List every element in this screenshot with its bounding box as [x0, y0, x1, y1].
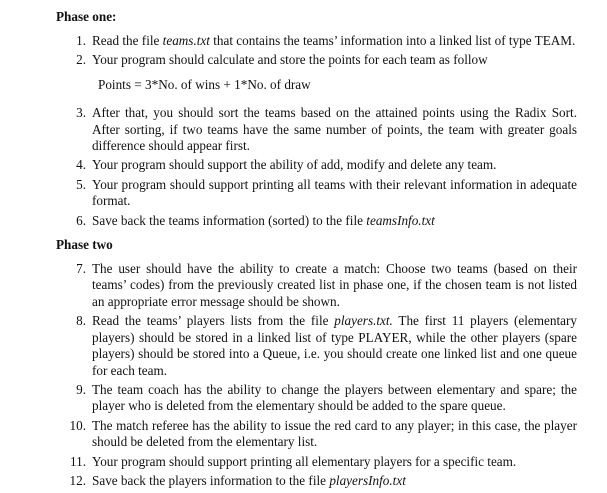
item-text: The match referee has the ability to issue the red card to any player; in this case, the player should be deleted from the elementary list.	[92, 417, 577, 450]
item-text-pre: Save back the teams information (sorted) to the file	[92, 212, 367, 228]
phase-two-heading: Phase two	[56, 237, 113, 253]
item-number: 11.	[70, 453, 86, 469]
item-number: 8.	[76, 313, 86, 329]
item-number: 12.	[69, 472, 86, 488]
phase-two-list	[56, 261, 577, 489]
item-text-pre: Read the file	[92, 33, 163, 48]
file-name-teams: teams.txt	[162, 33, 210, 48]
list-item	[56, 382, 577, 415]
item-text	[92, 213, 577, 229]
item-number: 4.	[76, 157, 86, 173]
item-text	[92, 313, 577, 379]
list-item	[56, 454, 577, 470]
item-text: The user should have the ability to create a match: Choose two teams (based on their teams’ codes) from the previously created list in phase one, if the chosen team is not listed an appropriate error message should be shown.	[92, 261, 577, 309]
list-item	[56, 418, 577, 451]
list-item	[56, 33, 577, 49]
item-number: 6.	[76, 212, 86, 228]
list-item	[56, 313, 577, 379]
item-text: Your program should support printing all elementary players for a specific team.	[92, 453, 517, 469]
item-number: 1.	[76, 33, 86, 48]
item-text: Your program should support printing all teams with their relevant information in adequate format.	[92, 176, 577, 209]
list-item	[56, 213, 577, 229]
list-item	[56, 261, 577, 310]
file-name-players-info: playersInfo.txt	[329, 472, 406, 488]
phase-one-heading: Phase one:	[56, 9, 117, 24]
item-text: After that, you should sort the teams based on the attained points using the Radix Sort. After sorting, if two teams have the same number of points, the team with greater goals difference should appear first.	[92, 105, 577, 154]
list-item	[56, 105, 577, 154]
item-text: Your program should support the ability of add, modify and delete any team.	[92, 157, 497, 173]
item-number: 9.	[76, 381, 86, 397]
item-number: 10.	[69, 417, 86, 433]
item-number: 3.	[76, 105, 86, 121]
item-text	[92, 473, 577, 489]
item-number: 5.	[76, 176, 86, 192]
item-text-post: The first 11 players (elementary players) should be stored in a linked list of type PLAYER, while the other players (spare players) should be stored into a Queue, i.e. you should create one linked list and one queue for each team.	[92, 313, 577, 378]
item-text	[92, 33, 577, 49]
file-name-teams-info: teamsInfo.txt	[366, 212, 435, 228]
item-text-pre: Save back the players information to the file	[92, 472, 330, 488]
phase-one-list-continued	[56, 105, 577, 229]
item-text-pre: Read the teams’ players lists from the file	[92, 313, 335, 329]
file-name-players: players.txt.	[334, 313, 393, 329]
item-text-post: that contains the teams’ information into a linked list of type TEAM.	[209, 33, 576, 48]
phase-one-list	[56, 33, 577, 69]
item-text: Your program should calculate and store the points for each team as follow	[92, 52, 488, 68]
points-formula: Points = 3*No. of wins + 1*No. of draw	[98, 76, 311, 92]
item-number: 2.	[76, 52, 86, 68]
list-item	[56, 52, 577, 68]
item-number: 7.	[76, 261, 86, 277]
list-item	[56, 177, 577, 210]
list-item	[56, 157, 577, 173]
list-item	[56, 473, 577, 489]
item-text: The team coach has the ability to change the players between elementary and spare; the player who is deleted from the elementary should be added to the spare queue.	[92, 381, 577, 414]
